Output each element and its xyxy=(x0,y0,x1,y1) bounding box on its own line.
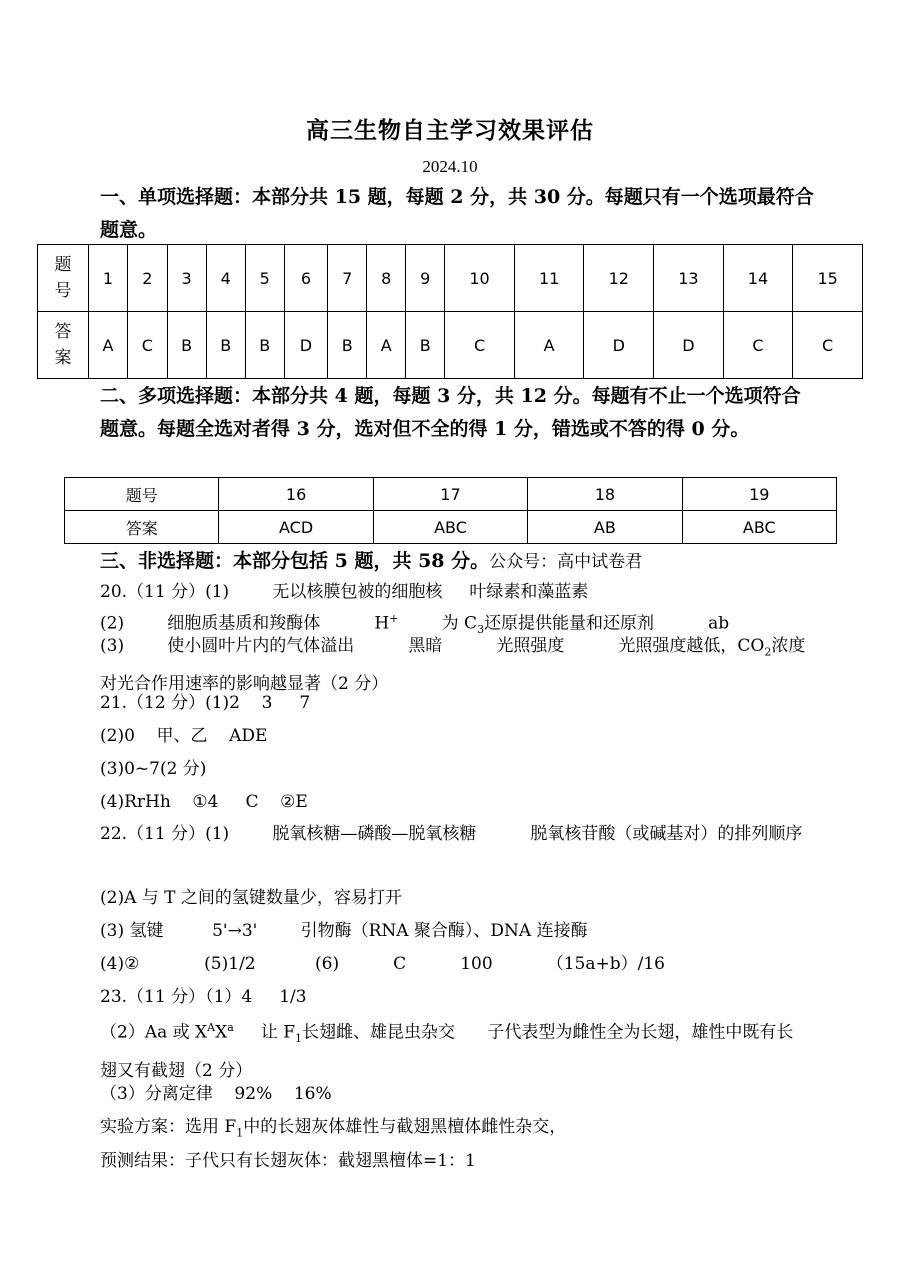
q22-text: (3) 氢键 5'→3' 引物酶（RNA 聚合酶）、DNA 连接酶 xyxy=(100,921,588,941)
section3-heading-text: 三、非选择题：本部分包括 5 题，共 58 分。 xyxy=(100,550,490,572)
q23-text: X xyxy=(215,1022,228,1043)
header-char: 答 xyxy=(54,322,72,342)
q23-text: 让 F xyxy=(233,1022,295,1043)
question-number: 7 xyxy=(328,245,367,312)
q22-line-1 xyxy=(100,818,808,850)
q21-text: 21.（12 分）(1)2 3 7 xyxy=(100,693,311,713)
answer-cell: A xyxy=(514,312,584,379)
answer-cell: C xyxy=(723,312,793,379)
subscript: 2 xyxy=(764,645,772,659)
answer-row-header: 答案 xyxy=(65,511,219,544)
answer-cell: B xyxy=(245,312,284,379)
answer-cell: AB xyxy=(528,511,682,544)
subscript: 3 xyxy=(477,623,485,637)
answer-row-header xyxy=(38,312,89,379)
table-row-questions xyxy=(38,245,863,312)
q20-text: (2) 细胞质基质和羧酶体 H xyxy=(100,613,390,634)
single-choice-answer-table xyxy=(37,244,863,379)
question-number: 4 xyxy=(206,245,245,312)
q22-text: (2)A 与 T 之间的氢键数量少，容易打开 xyxy=(100,888,402,908)
answer-cell: ACD xyxy=(219,511,373,544)
q21-line-1 xyxy=(100,690,310,716)
question-row-header: 题号 xyxy=(65,478,219,511)
answer-cell: D xyxy=(284,312,327,379)
q22-text: (4)② (5)1/2 (6) C 100 （15a+b）/16 xyxy=(100,954,665,974)
q23-line-2 xyxy=(100,1012,808,1087)
q21-line-2 xyxy=(100,723,267,749)
q23-text: 实验方案：选用 F xyxy=(100,1117,237,1137)
question-number: 19 xyxy=(682,478,836,511)
superscript: A xyxy=(207,1021,216,1034)
q20-text: 20.（11 分）(1) 无以核膜包被的细胞核 叶绿素和藻蓝素 xyxy=(100,582,589,602)
q23-line-4 xyxy=(100,1114,566,1146)
q21-line-4 xyxy=(100,789,308,815)
question-number: 5 xyxy=(245,245,284,312)
answer-cell: A xyxy=(89,312,128,379)
q20-text: (3) 使小圆叶片内的气体溢出 黑暗 光照强度 光照强度越低，CO xyxy=(100,636,765,656)
answer-cell: C xyxy=(793,312,863,379)
section3-heading xyxy=(100,545,815,579)
answer-cell: C xyxy=(127,312,167,379)
answer-cell: D xyxy=(654,312,724,379)
answer-cell: ABC xyxy=(682,511,836,544)
answer-cell: B xyxy=(206,312,245,379)
question-number: 9 xyxy=(406,245,445,312)
q20-line-1 xyxy=(100,579,588,605)
q21-line-3 xyxy=(100,756,206,782)
header-char: 案 xyxy=(54,348,72,368)
multi-choice-answer-table xyxy=(64,477,837,544)
q22-text: 22.（11 分）(1) 脱氧核糖—磷酸—脱氧核糖 脱氧核苷酸（或碱基对）的排列顺序 xyxy=(100,824,803,844)
q23-text: 中的长翅灰体雄性与截翅黑檀体雌性杂交， xyxy=(243,1117,567,1137)
q23-text: （3）分离定律 92% 16% xyxy=(100,1084,332,1104)
answer-cell: B xyxy=(406,312,445,379)
question-number: 1 xyxy=(89,245,128,312)
question-number: 10 xyxy=(445,245,515,312)
subscript: 1 xyxy=(236,1126,244,1140)
question-number: 17 xyxy=(373,478,527,511)
header-char: 号 xyxy=(54,281,72,301)
q23-text: 23.（11 分）（1）4 1/3 xyxy=(100,987,307,1007)
answer-cell: C xyxy=(445,312,515,379)
question-number: 18 xyxy=(528,478,682,511)
q23-line-5 xyxy=(100,1148,476,1174)
answer-cell: ABC xyxy=(373,511,527,544)
q21-text: (2)0 甲、乙 ADE xyxy=(100,726,268,746)
question-number: 14 xyxy=(723,245,793,312)
q20-text: 还原提供能量和还原剂 ab xyxy=(484,613,730,634)
answer-cell: B xyxy=(328,312,367,379)
table-row-questions xyxy=(65,478,837,511)
q23-line-1 xyxy=(100,984,307,1010)
q20-text: 浓度对光合作用速率的影响越显著（2 分） xyxy=(100,636,806,695)
q21-text: (3)0~7(2 分) xyxy=(100,759,207,779)
question-number: 8 xyxy=(367,245,406,312)
question-number: 6 xyxy=(284,245,327,312)
q23-text: 长翅雌、雄昆虫杂交 子代表型为雌性全为长翅，雄性中既有长翅又有截翅（2 分） xyxy=(100,1022,794,1082)
document-date: 2024.10 xyxy=(422,157,478,176)
question-number: 15 xyxy=(793,245,863,312)
question-number: 16 xyxy=(219,478,373,511)
answer-cell: B xyxy=(167,312,206,379)
q23-line-3 xyxy=(100,1081,332,1107)
question-row-header xyxy=(38,245,89,312)
answer-cell: A xyxy=(367,312,406,379)
q21-text: (4)RrHh ①4 C ②E xyxy=(100,792,308,812)
section1-heading: 一、单项选择题：本部分共 15 题，每题 2 分，共 30 分。每题只有一个选项最符合题意。 xyxy=(100,186,814,241)
section2-heading: 二、多项选择题：本部分共 4 题，每题 3 分，共 12 分。每题有不止一个选项符合题意。每题全选对者得 3 分，选对但不全的得 1 分，错选或不答的得 0 分。 xyxy=(100,385,801,440)
question-number: 3 xyxy=(167,245,206,312)
question-number: 2 xyxy=(127,245,167,312)
document-title: 高三生物自主学习效果评估 xyxy=(306,117,594,144)
table-row-answers xyxy=(38,312,863,379)
table-row-answers xyxy=(65,511,837,544)
q22-line-3 xyxy=(100,918,588,944)
q22-line-2 xyxy=(100,885,402,911)
q20-text: 为 C xyxy=(398,613,478,634)
answer-cell: D xyxy=(584,312,654,379)
superscript: + xyxy=(389,612,399,625)
header-char: 题 xyxy=(54,255,72,275)
question-number: 11 xyxy=(514,245,584,312)
watermark-note: 公众号：高中试卷君 xyxy=(489,552,643,572)
q23-text: （2）Aa 或 X xyxy=(100,1022,208,1043)
q22-line-4 xyxy=(100,951,665,977)
q23-text: 预测结果：子代只有长翅灰体：截翅黑檀体=1：1 xyxy=(100,1151,476,1171)
subscript: 1 xyxy=(294,1032,302,1046)
question-number: 13 xyxy=(654,245,724,312)
superscript: a xyxy=(227,1021,234,1034)
question-number: 12 xyxy=(584,245,654,312)
